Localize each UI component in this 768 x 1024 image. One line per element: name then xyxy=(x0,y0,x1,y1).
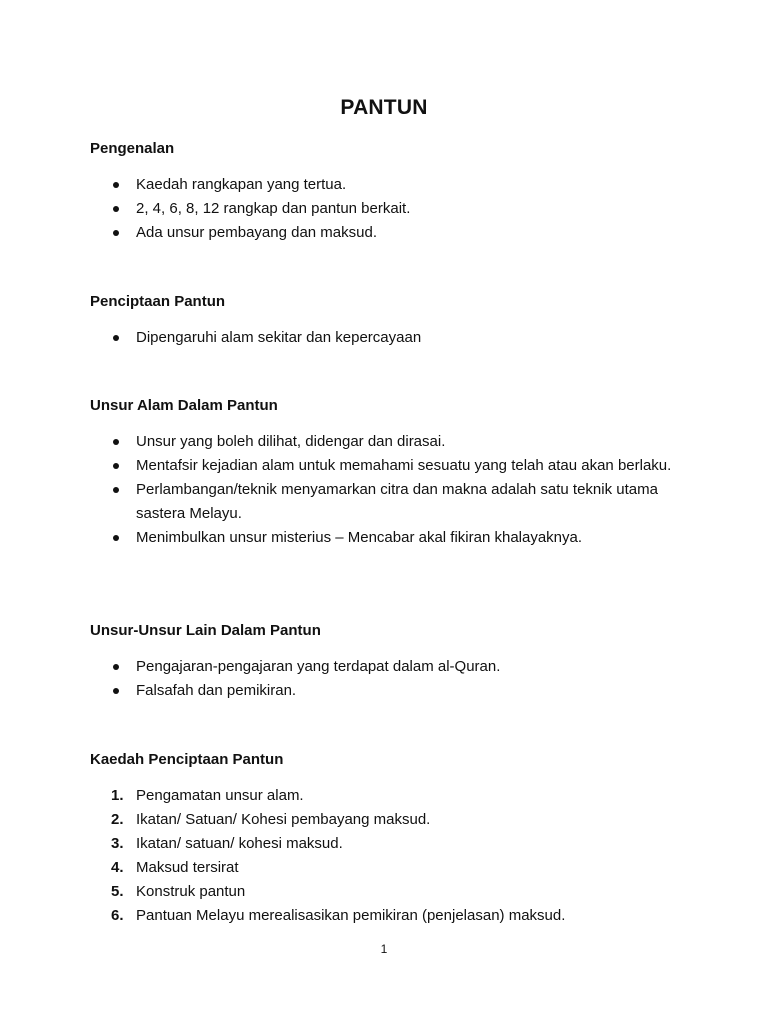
list-item xyxy=(90,221,690,245)
bullet-icon xyxy=(113,535,119,541)
list-item xyxy=(90,173,690,197)
list-item-text: Mentafsir kejadian alam untuk memahami sesuatu yang telah atau akan berlaku. xyxy=(136,457,672,474)
list-item xyxy=(90,679,690,703)
list-item-text: Pengajaran-pengajaran yang terdapat dalam al-Quran. xyxy=(136,658,501,675)
list-item xyxy=(90,478,690,526)
list-item-text: Ikatan/ satuan/ kohesi maksud. xyxy=(136,835,343,852)
section-heading: Kaedah Penciptaan Pantun xyxy=(90,751,284,768)
list-item-text: Konstruk pantun xyxy=(136,883,246,900)
bullet-icon xyxy=(113,463,119,469)
bullet-list xyxy=(90,430,690,550)
section-pengenalan xyxy=(90,139,690,245)
list-item-text: Menimbulkan unsur misterius – Mencabar akal fikiran khalayaknya. xyxy=(136,529,583,546)
list-item-text: Dipengaruhi alam sekitar dan kepercayaan xyxy=(136,329,422,346)
bullet-icon xyxy=(113,206,119,212)
section-unsur-lain xyxy=(90,621,690,703)
list-item xyxy=(90,430,690,454)
bullet-icon xyxy=(113,688,119,694)
list-item-text: Perlambangan/teknik menyamarkan citra dan makna adalah satu teknik utama sastera Melayu. xyxy=(136,481,658,522)
bullet-icon xyxy=(113,487,119,493)
list-item-text: Maksud tersirat xyxy=(136,859,239,876)
list-item xyxy=(90,856,690,880)
list-number: 2. xyxy=(111,811,124,828)
section-heading: Pengenalan xyxy=(90,140,175,157)
list-item xyxy=(90,784,690,808)
list-item-text: Pengamatan unsur alam. xyxy=(136,787,304,804)
page-number: 1 xyxy=(380,942,388,956)
bullet-icon xyxy=(113,664,119,670)
list-item xyxy=(90,454,690,478)
list-number: 3. xyxy=(111,835,124,852)
list-number: 4. xyxy=(111,859,124,876)
bullet-icon xyxy=(113,182,119,188)
list-number: 5. xyxy=(111,883,124,900)
list-number: 6. xyxy=(111,907,124,924)
list-item xyxy=(90,808,690,832)
section-heading: Penciptaan Pantun xyxy=(90,293,226,310)
section-heading: Unsur-Unsur Lain Dalam Pantun xyxy=(90,622,321,639)
bullet-list xyxy=(90,173,690,245)
list-item-text: Kaedah rangkapan yang tertua. xyxy=(136,176,347,193)
list-item xyxy=(90,904,690,928)
bullet-icon xyxy=(113,439,119,445)
list-item-text: Pantuan Melayu merealisasikan pemikiran (penjelasan) maksud. xyxy=(136,907,566,924)
list-item xyxy=(90,655,690,679)
list-item xyxy=(90,832,690,856)
list-item xyxy=(90,880,690,904)
bullet-icon xyxy=(113,230,119,236)
list-item-text: Ada unsur pembayang dan maksud. xyxy=(136,224,377,241)
bullet-list xyxy=(90,326,690,350)
list-number: 1. xyxy=(111,787,124,804)
section-heading: Unsur Alam Dalam Pantun xyxy=(90,397,278,414)
list-item xyxy=(90,197,690,221)
section-penciptaan-pantun xyxy=(90,292,690,350)
list-item xyxy=(90,326,690,350)
list-item-text: Falsafah dan pemikiran. xyxy=(136,682,297,699)
bullet-list xyxy=(90,655,690,703)
bullet-icon xyxy=(113,335,119,341)
list-item-text: Unsur yang boleh dilihat, didengar dan dirasai. xyxy=(136,433,446,450)
section-kaedah-penciptaan xyxy=(90,750,690,928)
list-item xyxy=(90,526,690,550)
list-item-text: 2, 4, 6, 8, 12 rangkap dan pantun berkait. xyxy=(136,200,411,217)
numbered-list xyxy=(90,784,690,928)
page-title: PANTUN xyxy=(340,96,428,119)
list-item-text: Ikatan/ Satuan/ Kohesi pembayang maksud. xyxy=(136,811,431,828)
section-unsur-alam xyxy=(90,396,690,550)
